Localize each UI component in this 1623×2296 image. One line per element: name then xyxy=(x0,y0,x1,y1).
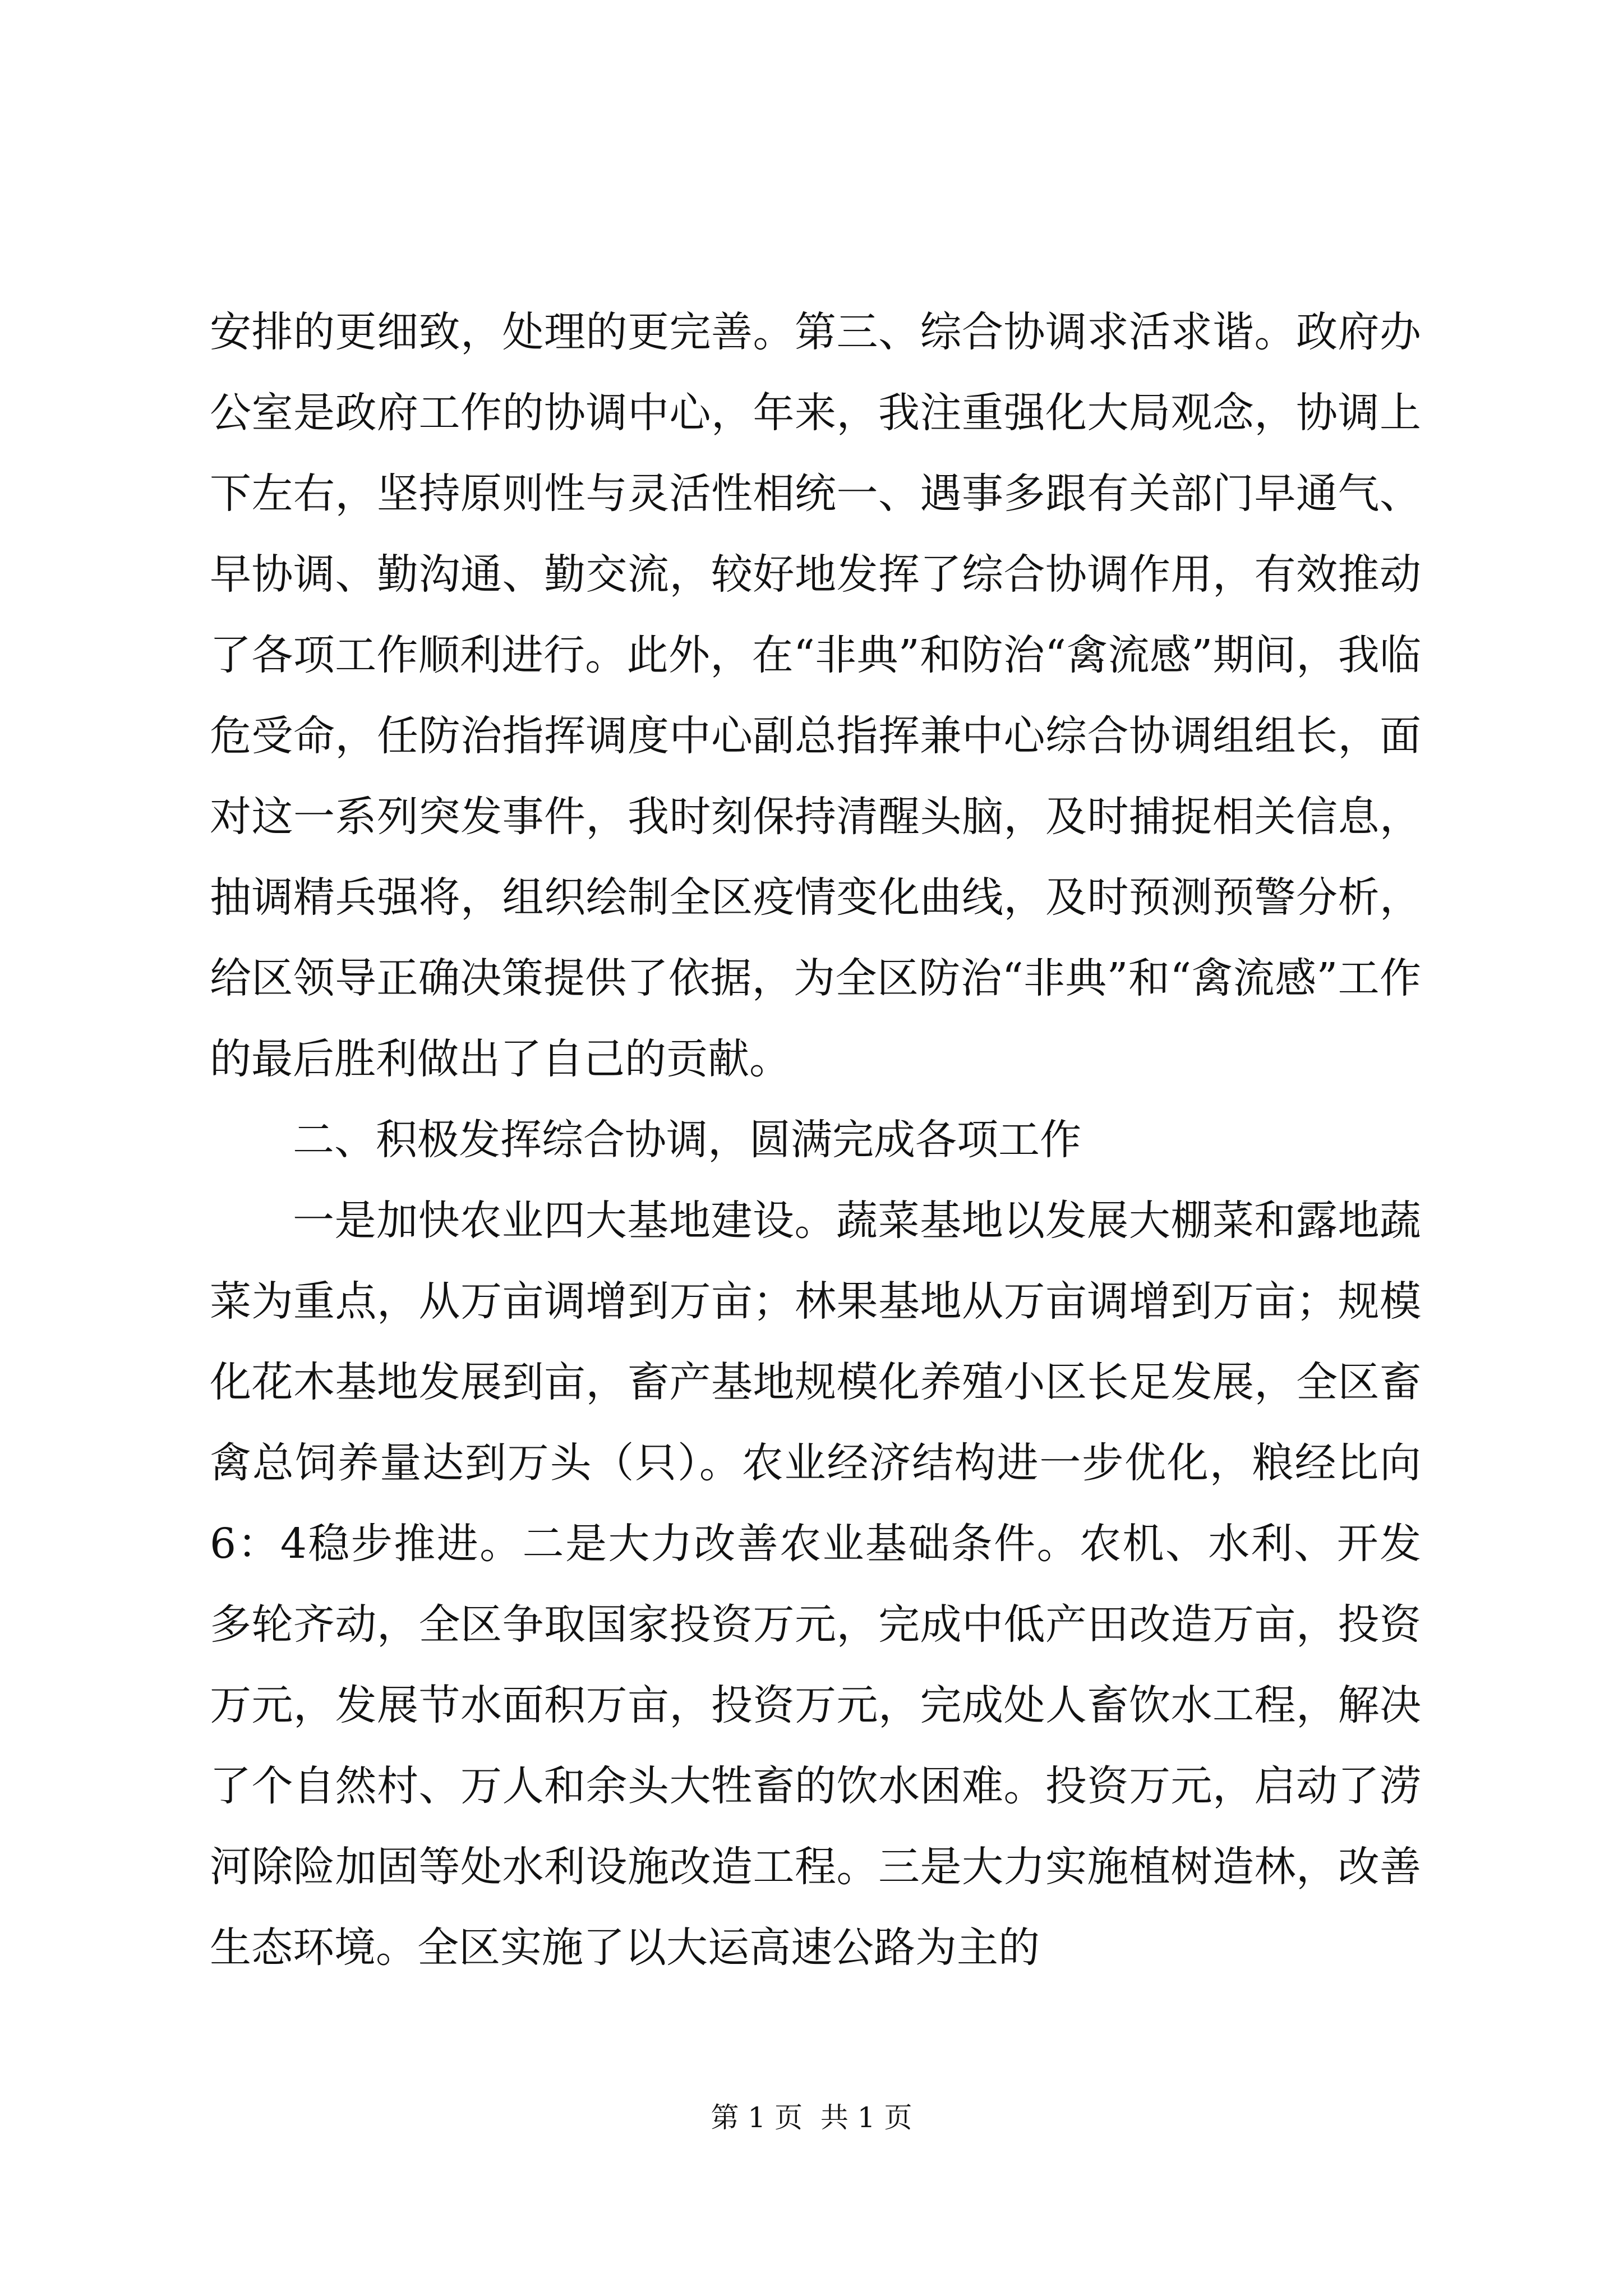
page-number: 第 1 页 共 1 页 xyxy=(711,2101,912,2134)
document-body xyxy=(210,292,1421,1988)
section-heading: 二、积极发挥综合协调，圆满完成各项工作 xyxy=(293,1116,1081,1164)
page-footer xyxy=(0,2101,1623,2134)
paragraph-2: 一是加快农业四大基地建设。蔬菜基地以发展大棚菜和露地蔬菜为重点，从万亩调增到万亩；林果基地从万亩调增到万亩；规模化花木基地发展到亩，畜产基地规模化养殖小区长足发展，全区畜禽总饲养量达到万头（只）。农业经济结构进一步优化，粮经比向6：4稳步推进。二是大力改善农业基础条件。农机、水利、开发多轮齐动，全区争取国家投资万元，完成中低产田改造万亩，投资万元，发展节水面积万亩，投资万元，完成处人畜饮水工程，解决了个自然村、万人和余头大牲畜的饮水困难。投资万元，启动了涝河除险加固等处水利设施改造工程。三是大力实施植树造林，改善生态环境。全区实施了以大运高速公路为主的 xyxy=(210,1197,1421,1972)
paragraph-1: 安排的更细致，处理的更完善。第三、综合协调求活求谐。政府办公室是政府工作的协调中心，年来，我注重强化大局观念，协调上下左右，坚持原则性与灵活性相统一、遇事多跟有关部门早通气、早协调、勤沟通、勤交流，较好地发挥了综合协调作用，有效推动了各项工作顺利进行。此外，在“非典”和防治“禽流感”期间，我临危受命，任防治指挥调度中心副总指挥兼中心综合协调组组长，面对这一系列突发事件，我时刻保持清醒头脑，及时捕捉相关信息，抽调精兵强将，组织绘制全区疫情变化曲线，及时预测预警分析，给区领导正确决策提供了依据，为全区防治“非典”和“禽流感”工作的最后胜利做出了自己的贡献。 xyxy=(210,308,1421,1083)
